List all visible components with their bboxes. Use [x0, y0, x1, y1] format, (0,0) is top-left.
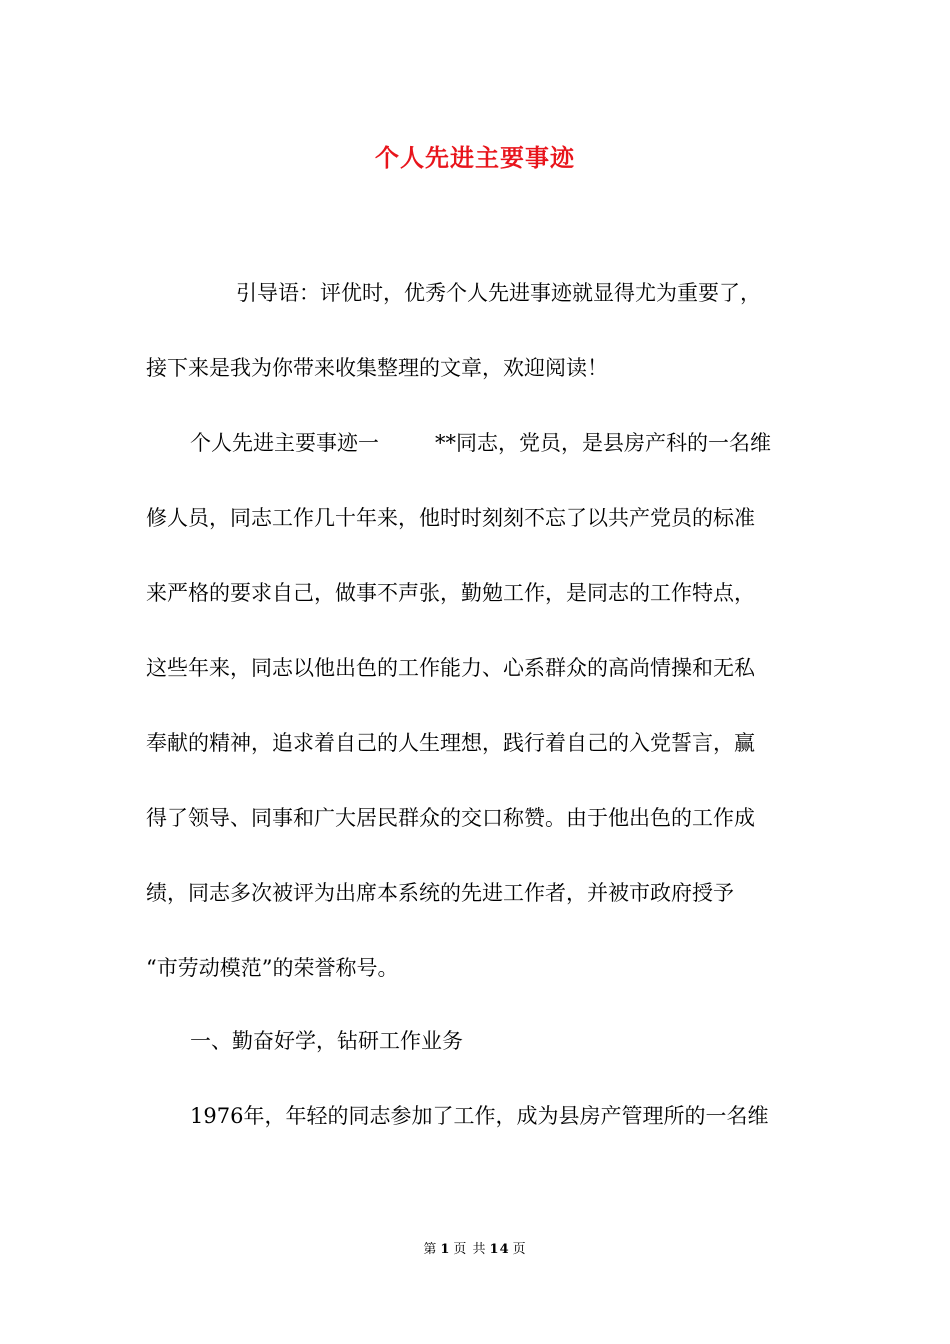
page-number: 1: [440, 1242, 451, 1257]
footer-prefix: 第: [423, 1242, 438, 1257]
page-footer: [0, 1238, 950, 1257]
paragraph-line: 绩，同志多次被评为出席本系统的先进工作者，并被市政府授予: [146, 881, 734, 905]
paragraph-line: “市劳动模范”的荣誉称号。: [146, 956, 399, 980]
paragraph-line: 修人员，同志工作几十年来，他时时刻刻不忘了以共产党员的标准: [146, 506, 755, 530]
paragraph-line: 这些年来，同志以他出色的工作能力、心系群众的高尚情操和无私: [146, 656, 755, 680]
total-pages: 14: [489, 1242, 510, 1257]
paragraph-line: 1976年，年轻的同志参加了工作，成为县房产管理所的一名维: [190, 1104, 769, 1128]
paragraph-line: 引导语：评优时，优秀个人先进事迹就显得尤为重要了，: [236, 281, 761, 305]
paragraph-line: 奉献的精神，追求着自己的人生理想，践行着自己的入党誓言，赢: [146, 731, 755, 755]
page-title: 个人先进主要事迹: [375, 143, 575, 172]
section-heading: 一、勤奋好学，钻研工作业务: [190, 1029, 463, 1053]
paragraph-line: 得了领导、同事和广大居民群众的交口称赞。由于他出色的工作成: [146, 806, 755, 830]
paragraph-text: **同志，党员，是县房产科的一名维: [435, 431, 771, 455]
footer-suffix: 页: [512, 1242, 527, 1257]
section-heading-inline: 个人先进主要事迹一: [190, 431, 379, 455]
paragraph-line: [146, 428, 854, 458]
paragraph-line: 来严格的要求自己，做事不声张，勤勉工作，是同志的工作特点，: [146, 581, 755, 605]
paragraph-line: 接下来是我为你带来收集整理的文章，欢迎阅读！: [146, 356, 608, 380]
footer-mid: 页 共: [453, 1242, 487, 1257]
